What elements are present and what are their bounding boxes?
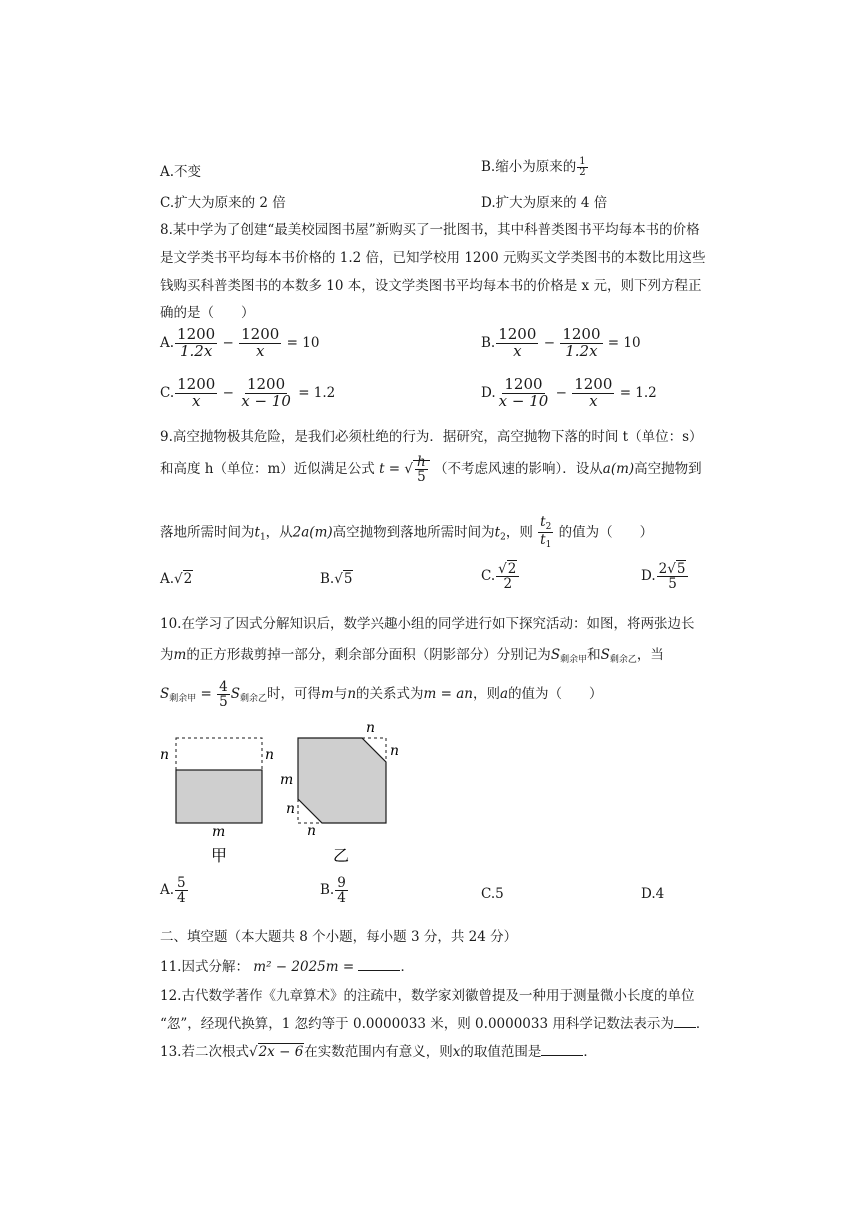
q8-d-frac-2 [572,377,614,410]
q8-a-n2: 1200 [241,325,280,343]
q9-formula-frac [415,455,428,484]
q8-line-1: 8.某中学为了创建“最美校园图书屋”新购买了一批图书，其中科普类图书平均每本书的价格 [160,222,700,238]
yi-m-label: m [280,772,294,788]
q10-a: a [500,686,509,703]
q8-option-b: B. $\frac{1200}{x}$ − $\frac{1200}{1.2x}$ = 10 [481,325,641,360]
q10-a-num: 5 [177,875,186,891]
q8-d-label: D. [481,384,496,401]
q9-option-a: A.√2 [160,571,193,587]
q10-line-2-b: 的正方形裁剪掉一部分，剩余部分面积（阴影部分）分别记为 [186,647,551,663]
q8-b-n1: 1200 [498,325,537,343]
q9-line-2-am: a(m) [602,461,635,478]
q12-answer-blank[interactable] [674,1015,696,1028]
q10-frac [217,680,230,709]
q8-a-d2: x [256,341,265,360]
q13-answer-blank[interactable] [541,1043,583,1056]
q10-line-3-e: 的值为（ ） [508,686,603,703]
q8-a-n1: 1200 [177,325,216,343]
q9-2am: 2a(m) [292,524,333,541]
q8-b-frac-1 [496,327,538,360]
yi-n-bottom: n [307,823,317,839]
q9-line-3-e: 的值为（ ） [558,524,654,541]
q13: 13.若二次根式√2x − 6在实数范围内有意义，则x的取值范围是 ． [160,1044,597,1060]
q9-d-label: D. [641,568,656,585]
yi-shaded-region [298,738,386,823]
yi-n-left: n [286,801,296,817]
q8-c-frac-2 [239,377,293,410]
q9-line-3-a: 落地所需时间为 [160,524,255,541]
q7-option-a: A.不变 [160,164,202,180]
q7-b-num: 1 [579,155,586,167]
q9-c-num: 2 [507,561,517,577]
q9-line-3: 落地所需时间为$t_1$，从2a(m)高空抛物到落地所需时间为$t_2$，则 $\frac{t_2}{t_1}$ 的值为（ ） [160,514,654,551]
q8-option-c: C. $\frac{1200}{x}$ − $\frac{1200}{x - 10}$ = 1.2 [160,375,336,410]
q9-d-den: 5 [668,576,677,593]
yi-n-right: n [390,743,400,759]
q9-a-value: 2 [183,571,193,587]
q9-line-2 [160,455,702,484]
q9-b-label: B. [320,571,335,587]
q7-option-d: D.扩大为原来的 4 倍 [481,195,608,211]
q13-b: 在实数范围内有意义，则 [304,1044,453,1060]
q10-line-3: $S_{剩余甲}$ = $\frac{4}{5}$ $S_{剩余乙}$时，可得m与n的关系式为m = an，则a的值为（ ） [160,679,603,711]
jia-m-label: m [212,824,226,840]
jia-n-left: n [160,747,170,763]
q9-line-3-b: ，从 [265,524,293,541]
q8-a-d1: 1.2x [179,341,213,360]
q8-d-n1: 1200 [504,375,543,393]
q10-option-c: C.5 [481,886,504,902]
q10-line-2-c: ，当 [636,647,664,663]
q9-option-b: B.√5 [320,571,353,587]
q10-line-2-a: 为 [160,647,174,663]
q8-d-n2: 1200 [574,375,613,393]
jia-n-right: n [265,747,275,763]
q8-b-n2: 1200 [562,325,601,343]
q11-end: ． [400,959,414,975]
yi-n-top: n [366,720,376,736]
q7-option-b-text: B.缩小为原来的 [481,159,577,175]
figure-jia [160,738,274,865]
q9-d-coef: 2 [658,561,668,577]
q10-n: n [347,686,357,703]
q7-option-b [481,155,589,179]
jia-shaded-region [176,770,262,823]
q8-line-4: 确的是（ ） [160,305,255,321]
q11 [160,955,414,975]
q10-line-3-b: 与 [333,686,348,703]
q12-line-2-text: “忽”，经现代换算，1 忽约等于 0.0000033 米，则 0.0000033 用科学记数法表示为 [160,1016,674,1032]
q10-line-1: 10.在学习了因式分解知识后，数学兴趣小组的同学进行如下探究活动：如图，将两张边长 [160,616,695,632]
q8-c-frac-1 [175,377,217,410]
q9-t1: t [254,524,260,541]
q9-line-2-d: 高空抛物到 [634,461,702,478]
q8-d-rhs: = 1.2 [619,384,657,401]
q8-b-d2: 1.2x [565,341,598,360]
q7-option-c: C.扩大为原来的 2 倍 [160,195,286,211]
q8-a-label: A. [160,334,175,351]
q8-option-d: D. $\frac{1200}{x - 10}$ − $\frac{1200}{x}$ = 1.2 [481,375,657,410]
q9-line-2-a: 和高度 h（单位：m）近似满足公式 [160,461,375,478]
q8-c-label: C. [160,384,175,401]
q9-a-label: A. [160,571,175,587]
q10-b-num: 9 [337,875,346,891]
q10-line-3-a: 时，可得 [267,686,322,703]
q8-c-d2: x − 10 [241,391,291,410]
q11-text: 11.因式分解： [160,959,249,975]
q9-d-rad: 5 [676,561,686,577]
q10-b-label: B. [320,882,335,899]
q8-a-frac-1 [175,327,217,360]
q10-line-3-d: ，则 [473,686,500,703]
q10-figures [150,718,410,868]
q10-relation: m = an [423,686,473,703]
q13-x: x [452,1044,461,1060]
q8-a-frac-2 [239,327,281,360]
q10-line-2: 为m的正方形裁剪掉一部分，剩余部分面积（阴影部分）分别记为$S_{剩余甲}$和$S_{剩余乙}$，当 [160,647,664,665]
q9-formula-t: t = [379,461,401,478]
fig-jia-label: 甲 [211,846,228,865]
figure-yi [280,720,399,865]
q11-expression: m² − 2025m = [253,959,355,975]
q10-option-d: D.4 [641,886,665,902]
q11-answer-blank[interactable] [358,958,400,971]
q9-line-2-b: （不考虑风速的影响）．设从 [434,461,603,478]
q12-line-1: 12.古代数学著作《九章算术》的注疏中，数学家刘徽曾提及一种用于测量微小长度的单位 [160,988,695,1004]
q13-end: ． [583,1044,597,1060]
q8-a-rhs: = 10 [286,334,320,351]
q12-end: ． [695,1016,710,1032]
q9-line-3-c: 高空抛物到落地所需时间为 [332,524,495,541]
q9-c-den: 2 [503,576,513,593]
fig-yi-label: 乙 [333,846,350,865]
q13-a: 13.若二次根式 [160,1044,249,1060]
q7-b-den: 2 [579,167,586,178]
q8-c-d1: x [192,391,201,410]
q10-m: m [173,647,187,663]
q10-a-den: 4 [177,890,186,907]
q10-and: 和 [587,647,601,663]
section-2-heading: 二、填空题（本大题共 8 个小题，每小题 3 分，共 24 分） [160,929,518,945]
q8-line-3: 钱购买科普类图书的本数多 10 本，设文学类图书平均每本书的价格是 x 元，则下列方程正 [160,278,702,294]
q8-b-label: B. [481,334,496,351]
q7-option-b-fraction [577,157,587,179]
q8-b-d1: x [513,341,522,360]
q10-b-den: 4 [337,890,346,907]
q10-option-b [320,876,349,905]
q9-line-1: 9.高空抛物极其危险，是我们必须杜绝的行为．据研究，高空抛物下落的时间 t（单位：s） [160,429,703,445]
q12-line-2 [160,1012,709,1032]
q8-option-a: A. $\frac{1200}{1.2x}$ − $\frac{1200}{x}$ = 10 [160,325,320,360]
q8-d-frac-1 [497,377,551,410]
q10-s-jia: 剩余甲 [560,655,588,665]
q10-a-label: A. [160,882,175,899]
q8-b-frac-2 [560,327,602,360]
q8-d-d2: x [589,391,598,410]
q8-line-2: 是文学类书平均每本书价格的 1.2 倍，已知学校用 1200 元购买文学类图书的本数比用这些 [160,250,706,266]
q9-ratio-frac: $\frac{t_2}{t_1}$ [540,514,552,551]
q9-c-label: C. [481,568,496,585]
q13-radicand: 2x − 6 [258,1044,304,1060]
q8-c-n2: 1200 [246,375,286,393]
q10-frac-num: 4 [219,679,228,695]
q9-line-3-d: ，则 [505,524,533,541]
q8-c-n1: 1200 [177,375,216,393]
q10-frac-den: 5 [219,694,228,711]
q10-line-3-c: 的关系式为 [356,686,424,703]
q9-formula-sqrt: √ $\frac{h}{5}$ [404,455,429,484]
q8-b-rhs: = 10 [607,334,641,351]
q13-c: 的取值范围是 [460,1044,542,1060]
q8-d-d1: x − 10 [498,391,549,410]
q9-formula-num: h [417,454,426,470]
jia-cut-strip [176,738,262,770]
q10-option-a [160,876,189,905]
q9-option-d: D. $\frac{2√5}{5}$ [641,562,689,591]
q10-s-yi: 剩余乙 [609,655,637,665]
q9-b-value: 5 [343,571,353,587]
q9-option-c: C. $\frac{√2}{2}$ [481,562,520,591]
q9-formula-den: 5 [417,469,426,486]
q8-c-rhs: = 1.2 [298,384,336,401]
